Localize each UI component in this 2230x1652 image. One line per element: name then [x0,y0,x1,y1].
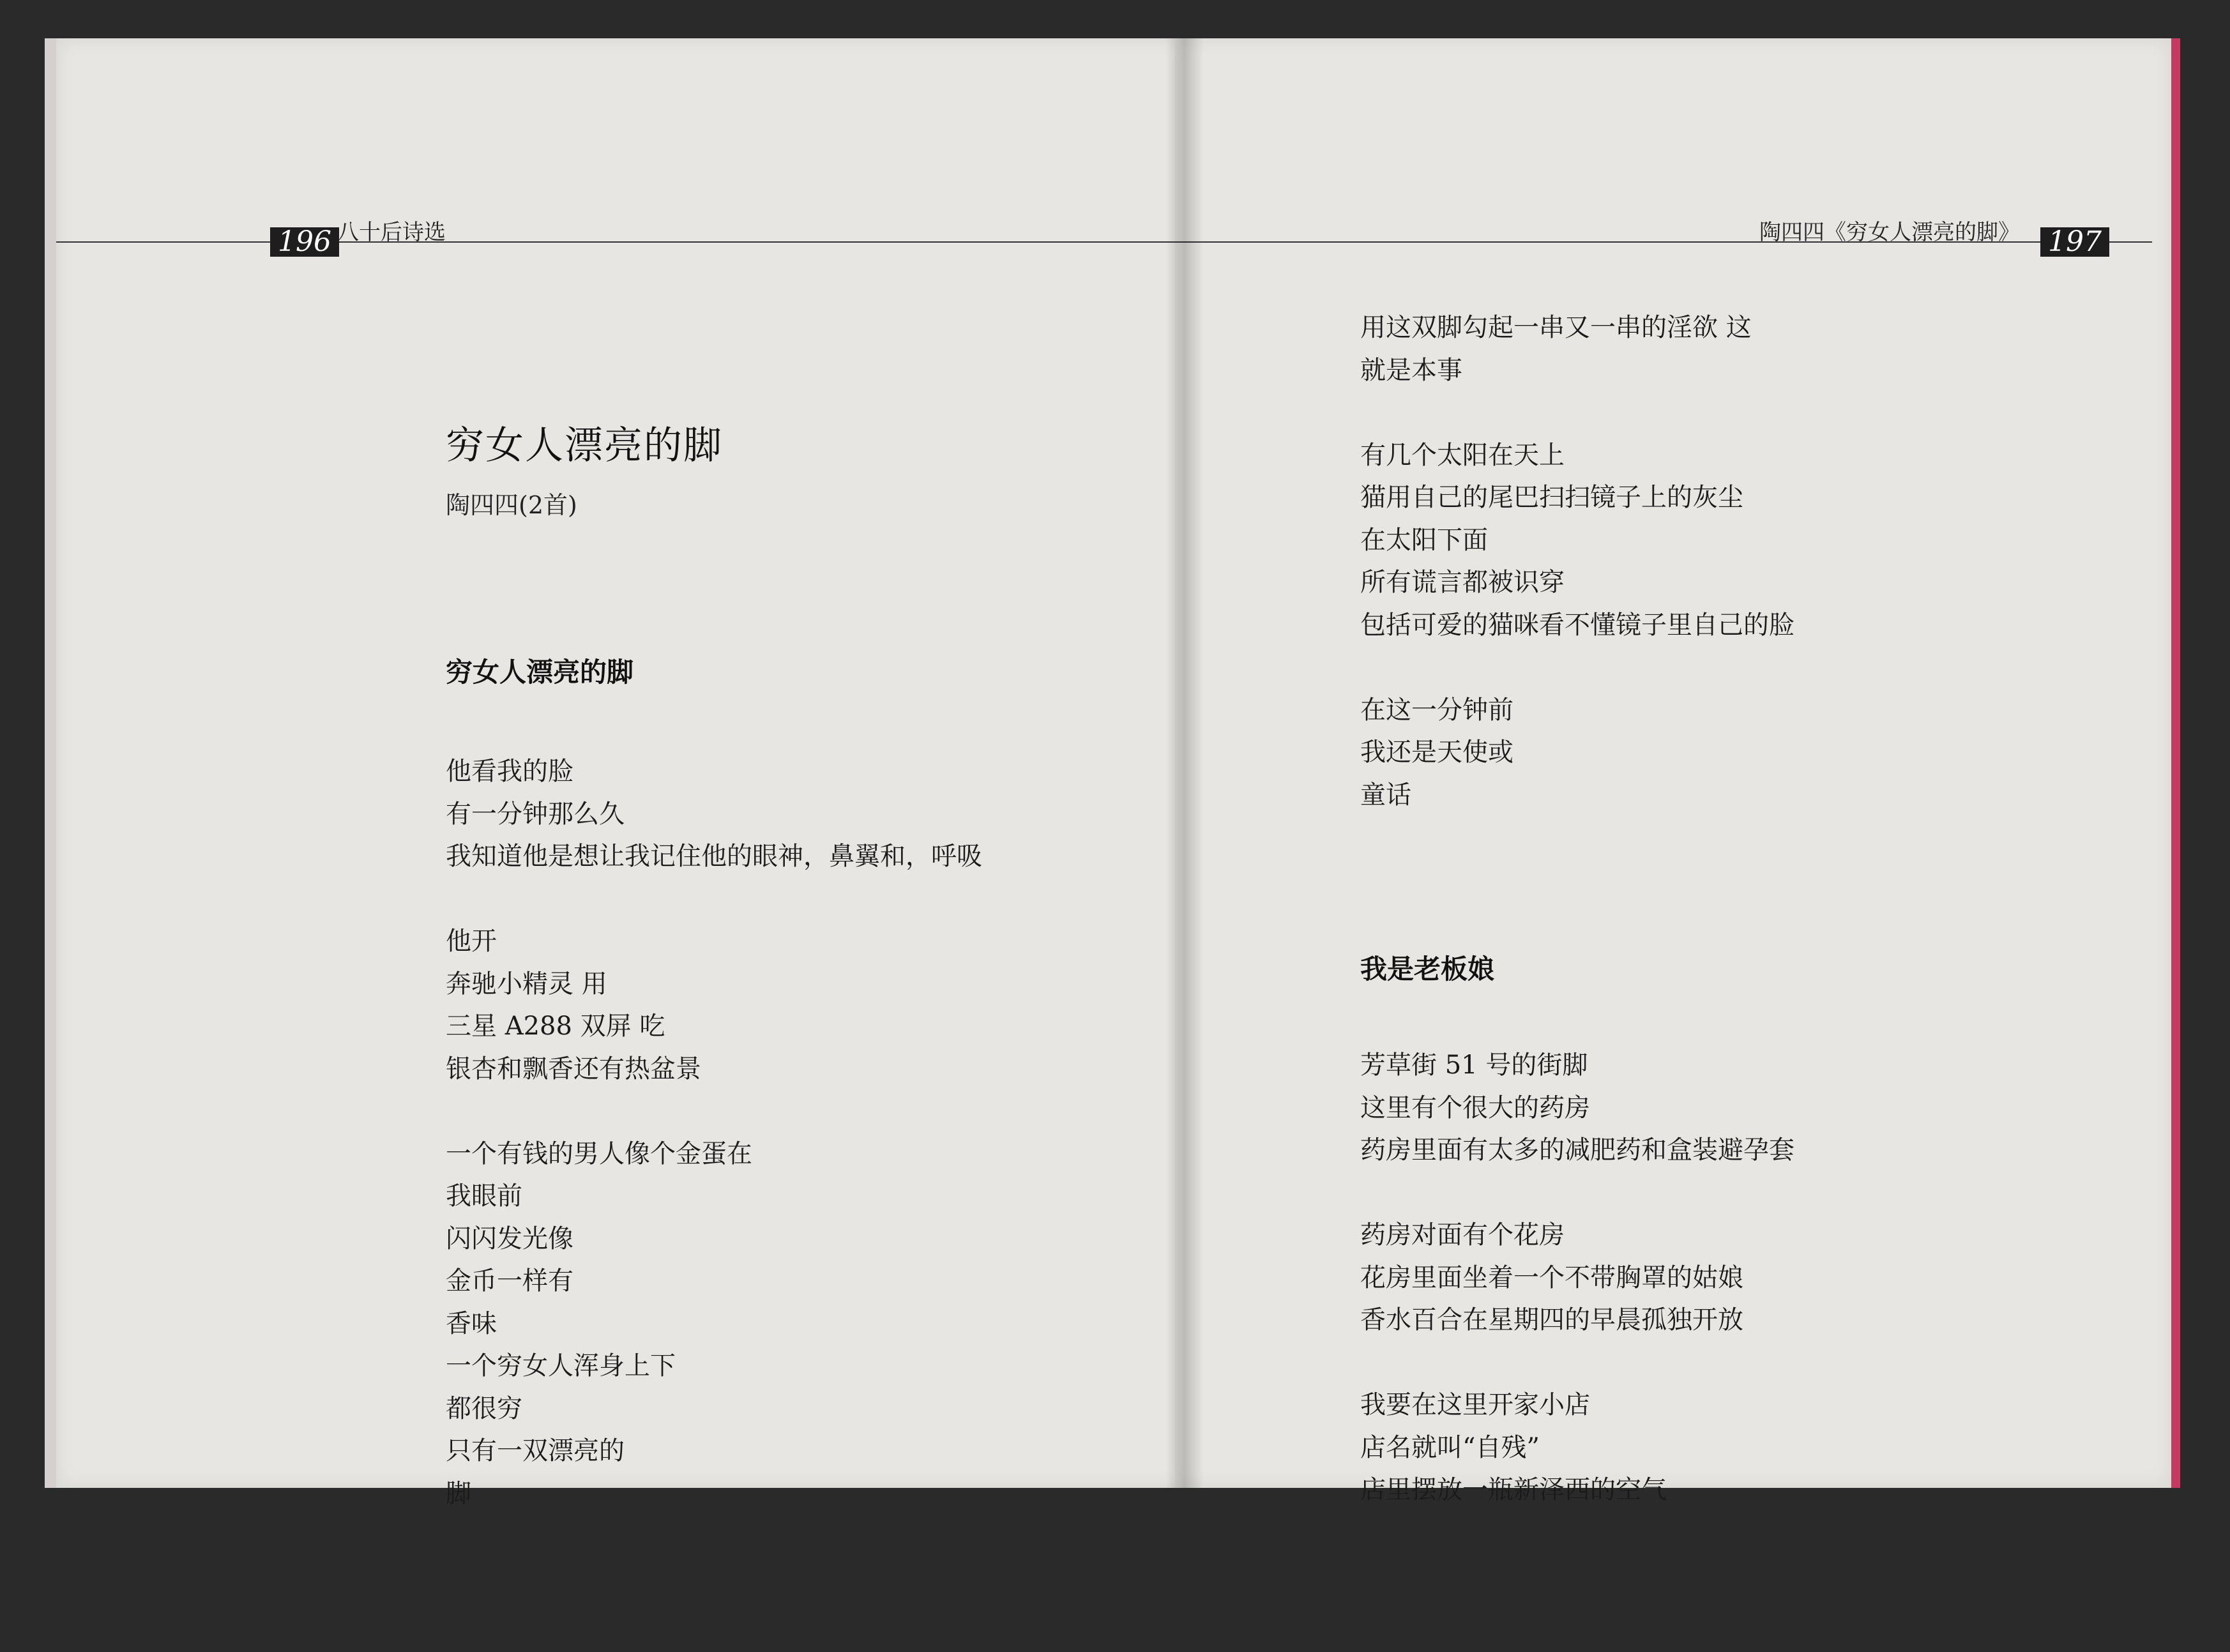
page-number: 197 [2040,227,2109,257]
poem-line: 香水百合在星期四的早晨孤独开放 [1360,1305,1743,1335]
poem-continued [1360,307,1794,816]
poem-line: 用这双脚勾起一串又一串的淫欲 这 [1360,313,1752,342]
poem-line: 奔驰小精灵 用 [446,969,607,999]
poem-body [1360,1044,1794,1512]
poem-line: 有一分钟那么久 [446,799,625,829]
right-page [1175,38,2180,1504]
poem-line: 花房里面坐着一个不带胸罩的姑娘 [1360,1262,1743,1292]
stanza-gap [1360,1342,1794,1384]
poem-line: 他开 [446,927,497,956]
poem-line: 三星 A288 双屏 吃 [446,1012,665,1041]
stanza-gap [446,878,982,921]
poem-title: 穷女人漂亮的脚 [446,656,634,688]
poem-line: 他看我的脸 [446,757,573,786]
poem-line: 一个有钱的男人像个金蛋在 [446,1139,752,1169]
header-rule [56,241,1175,243]
poem-line: 我还是天使或 [1360,738,1513,767]
poem-line: 在太阳下面 [1360,525,1488,555]
poem-line: 我眼前 [446,1181,522,1211]
poem-line: 药房里面有太多的减肥药和盒装避孕套 [1360,1135,1794,1165]
poem-line: 只有一双漂亮的 [446,1436,625,1466]
poem-line: 猫用自己的尾巴扫扫镜子上的灰尘 [1360,483,1743,512]
poem-title: 我是老板娘 [1360,953,1495,985]
poem-line: 我知道他是想让我记住他的眼神，鼻翼和，呼吸 [446,842,982,871]
poem-line: 银杏和飘香还有热盆景 [446,1054,701,1084]
left-page [45,38,1187,1508]
book-gutter [1165,38,1204,1488]
poem-line: 店里摆放一瓶新泽西的空气 [1360,1475,1667,1504]
stanza-gap [1360,1172,1794,1215]
poem-line: 脚 [446,1478,471,1508]
author-line: 陶四四(2首) [446,491,577,519]
poem-line: 这里有个很大的药房 [1360,1093,1590,1123]
poem-line: 就是本事 [1360,355,1462,385]
stanza-gap [1360,391,1794,434]
poem-line: 有几个太阳在天上 [1360,440,1565,470]
page-number: 196 [270,227,339,257]
poem-body [446,750,982,1515]
poem-line: 所有谎言都被识穿 [1360,568,1565,597]
poem-line: 童话 [1360,780,1411,810]
poem-line: 都很穷 [446,1393,522,1423]
poem-line: 金币一样有 [446,1266,573,1296]
poem-line: 香味 [446,1308,497,1338]
poem-line: 闪闪发光像 [446,1224,573,1254]
section-title: 穷女人漂亮的脚 [446,423,723,468]
poem-line: 一个穷女人浑身上下 [446,1351,676,1381]
poem-line: 在这一分钟前 [1360,695,1513,725]
poem-line: 包括可爱的猫咪看不懂镜子里自己的脸 [1360,610,1794,640]
stanza-gap [446,1090,982,1133]
poem-line: 芳草街 51 号的街脚 [1360,1050,1588,1080]
stanza-gap [1360,646,1794,689]
running-title: 陶四四《穷女人漂亮的脚》 [1759,220,2020,245]
open-book [45,38,2190,1508]
running-title: 八十后诗选 [337,220,446,245]
poem-line: 我要在这里开家小店 [1360,1390,1590,1420]
poem-line: 店名就叫“自残” [1360,1432,1540,1462]
poem-line: 药房对面有个花房 [1360,1220,1565,1250]
